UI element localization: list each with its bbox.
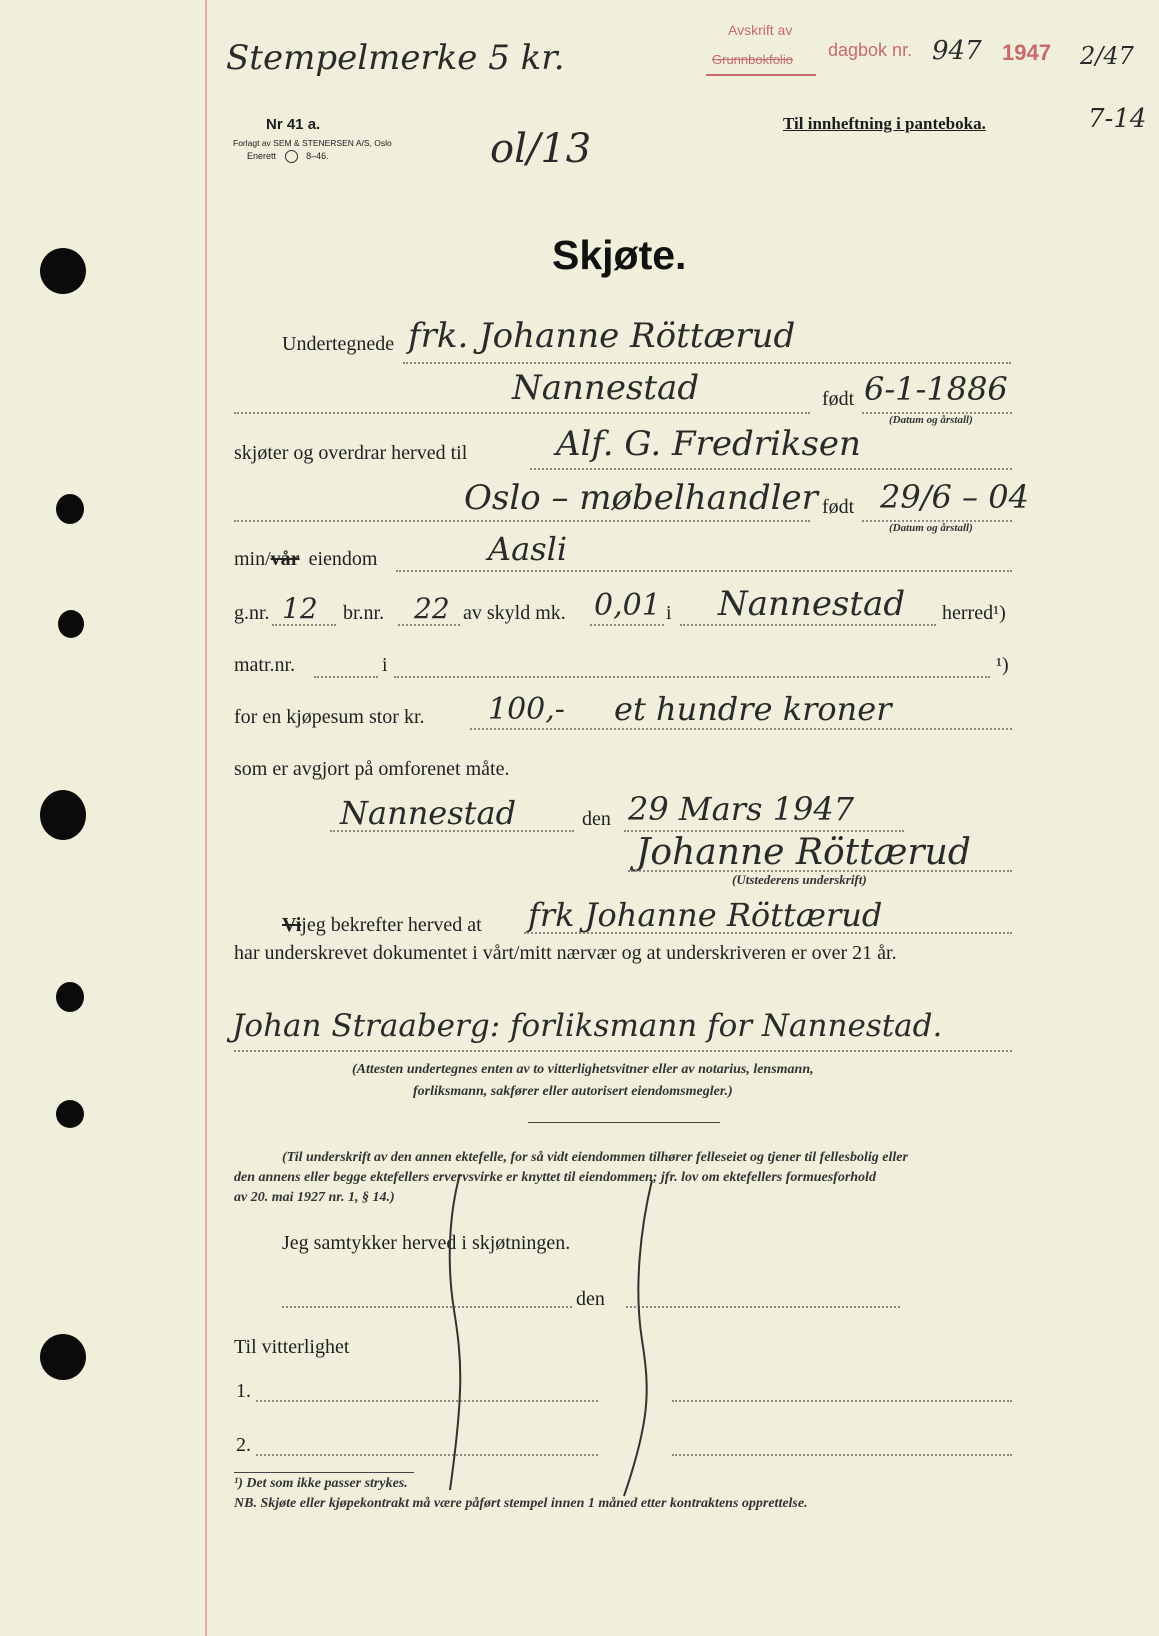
cancellation-stroke-right <box>624 1180 652 1496</box>
ref-note: ol/13 <box>490 126 592 172</box>
signing-sig-label: (Utstederens underskrift) <box>732 872 867 887</box>
vitterlighet-label: Til vitterlighet <box>234 1336 350 1358</box>
buyer-born-note: (Datum og årstall) <box>889 522 973 534</box>
vitterlighet-one: 1. <box>236 1380 251 1402</box>
punch-hole-7 <box>40 1334 86 1380</box>
dagbok-label: dagbok nr. <box>828 40 913 60</box>
property-min-var <box>234 548 377 571</box>
gnr-label: g.nr. <box>234 602 270 624</box>
price-label: for en kjøpesum stor kr. <box>234 706 425 728</box>
witness-line-2: har underskrevet dokumentet i vårt/mitt nærvær og at underskriveren er over 21 år. <box>234 942 897 964</box>
gnr-line <box>272 624 336 626</box>
witness-note-1: (Attesten undertegnes enten av to vitterlighetsvitner eller av notarius, lensmann, <box>352 1062 814 1077</box>
vitterlighet-two: 2. <box>236 1434 251 1456</box>
brnr-label: br.nr. <box>343 602 385 624</box>
spouse-den-label: den <box>576 1288 605 1310</box>
section-divider <box>528 1122 720 1123</box>
brnr-value: 22 <box>414 592 450 625</box>
matr-suffix: ¹) <box>996 654 1009 676</box>
signing-date: 29 Mars 1947 <box>628 790 855 828</box>
signing-place-line <box>330 830 574 832</box>
matr-i-label: i <box>382 654 388 676</box>
property-eiendom-label: eiendom <box>308 548 378 570</box>
witness-jeg-text: jeg bekrefter herved at <box>301 914 482 936</box>
punch-hole-4 <box>40 790 86 840</box>
buyer-place: Oslo – møbelhandler <box>464 478 818 518</box>
seller-label: Undertegnede <box>282 333 395 355</box>
punch-hole-1 <box>40 248 86 294</box>
seller-born-note: (Datum og årstall) <box>889 414 973 426</box>
property-name: Aasli <box>488 530 568 568</box>
skyld-i-label: i <box>666 602 672 624</box>
publisher-line-2 <box>247 150 329 163</box>
herred-line <box>680 624 936 626</box>
dagbok-year: 1947 <box>1002 40 1051 65</box>
avskrift-label: Avskrift av <box>728 22 793 38</box>
spouse-consent: Jeg samtykker herved i skjøtningen. <box>282 1232 571 1254</box>
seller-born-label: født <box>822 388 855 410</box>
publisher-date: 8–46. <box>306 150 329 161</box>
document-title: Skjøte. <box>552 232 687 278</box>
matr-label: matr.nr. <box>234 654 296 676</box>
witness-line-1 <box>282 914 482 937</box>
stamp-note: Stempelmerke 5 kr. <box>226 38 565 78</box>
buyer-place-line <box>234 520 810 522</box>
cancellation-strokes <box>420 1170 680 1500</box>
property-min-label: min/ <box>234 548 271 570</box>
publisher-logo-icon <box>285 150 298 163</box>
spouse-note-2: den annens eller begge ektefellers ervervsvirke er knyttet til eiendommen; jfr. lov om ektefellers formuesforhold <box>234 1170 876 1185</box>
brnr-line <box>398 624 460 626</box>
footnote-nb: NB. Skjøte eller kjøpekontrakt må være påført stempel innen 1 måned etter kontraktens opprettelse. <box>234 1496 808 1511</box>
witness-signature: Johan Straaberg: forliksmann for Nannestad. <box>232 1008 943 1044</box>
skyld-line <box>590 624 664 626</box>
punch-hole-6 <box>56 1100 84 1128</box>
seller-place-line <box>234 412 810 414</box>
property-name-line <box>396 570 1012 572</box>
price-amount: 100,- <box>488 692 565 727</box>
buyer-name: Alf. G. Fredriksen <box>556 424 861 464</box>
avskrift-underline <box>706 74 816 76</box>
form-number: Nr 41 a. <box>266 116 321 133</box>
herred-label: herred¹) <box>942 602 1006 624</box>
vitterlighet-two-line-b <box>672 1454 1012 1456</box>
cancellation-stroke-left <box>450 1174 461 1490</box>
matr-line <box>314 676 378 678</box>
witness-name-line <box>524 932 1012 934</box>
avskrift-struck: Grunnbokfolio <box>712 52 793 67</box>
seller-place: Nannestad <box>512 368 700 408</box>
matr-i-line <box>394 676 990 678</box>
herred-value: Nannestad <box>718 584 906 624</box>
vitterlighet-one-line-b <box>672 1400 1012 1402</box>
seller-born-value: 6-1-1886 <box>864 370 1008 408</box>
price-words: et hundre kroner <box>614 690 892 728</box>
signing-den-label: den <box>582 808 611 830</box>
skyld-label: av skyld mk. <box>463 602 566 624</box>
price-line <box>470 728 1012 730</box>
gnr-value: 12 <box>282 592 318 625</box>
punch-hole-5 <box>56 982 84 1012</box>
signing-place: Nannestad <box>340 794 517 832</box>
side-code-2: 7-14 <box>1088 104 1147 134</box>
seller-name-line <box>403 362 1011 364</box>
punch-hole-3 <box>58 610 84 638</box>
signing-signature: Johanne Röttærud <box>636 832 971 873</box>
buyer-name-line <box>530 468 1012 470</box>
spouse-note-1: (Til underskrift av den annen ektefelle, for så vidt eiendommen tilhører felleseiet og tjener til fellesbolig eller <box>282 1150 908 1165</box>
agreed-text: som er avgjort på omforenet måte. <box>234 758 510 780</box>
seller-name: frk. Johanne Röttærud <box>408 316 796 356</box>
property-var-struck: vår <box>270 548 300 570</box>
witness-note-2: forliksmann, sakfører eller autorisert eiendomsmegler.) <box>413 1084 733 1099</box>
skyld-value: 0,01 <box>594 588 661 623</box>
footnote-1: ¹) Det som ikke passer strykes. <box>234 1476 408 1491</box>
til-innheftning: Til innheftning i panteboka. <box>783 114 986 133</box>
side-code-1: 2/47 <box>1080 42 1134 70</box>
publisher-enerett: Enerett <box>247 150 277 161</box>
witness-signature-line <box>234 1050 1012 1052</box>
margin-rule <box>205 0 207 1636</box>
spouse-note-3: av 20. mai 1927 nr. 1, § 14.) <box>234 1190 395 1205</box>
footnote-line <box>234 1472 414 1473</box>
witness-vi-struck: Vi <box>282 914 302 936</box>
dagbok-number: 947 <box>932 36 982 66</box>
buyer-born-label: født <box>822 496 855 518</box>
punch-hole-2 <box>56 494 84 524</box>
buyer-born-value: 29/6 – 04 <box>880 478 1029 516</box>
buyer-label: skjøter og overdrar herved til <box>234 442 468 464</box>
publisher-line-1: Forlagt av SEM & STENERSEN A/S, Oslo <box>233 138 392 148</box>
witness-name: frk Johanne Röttærud <box>528 896 883 934</box>
